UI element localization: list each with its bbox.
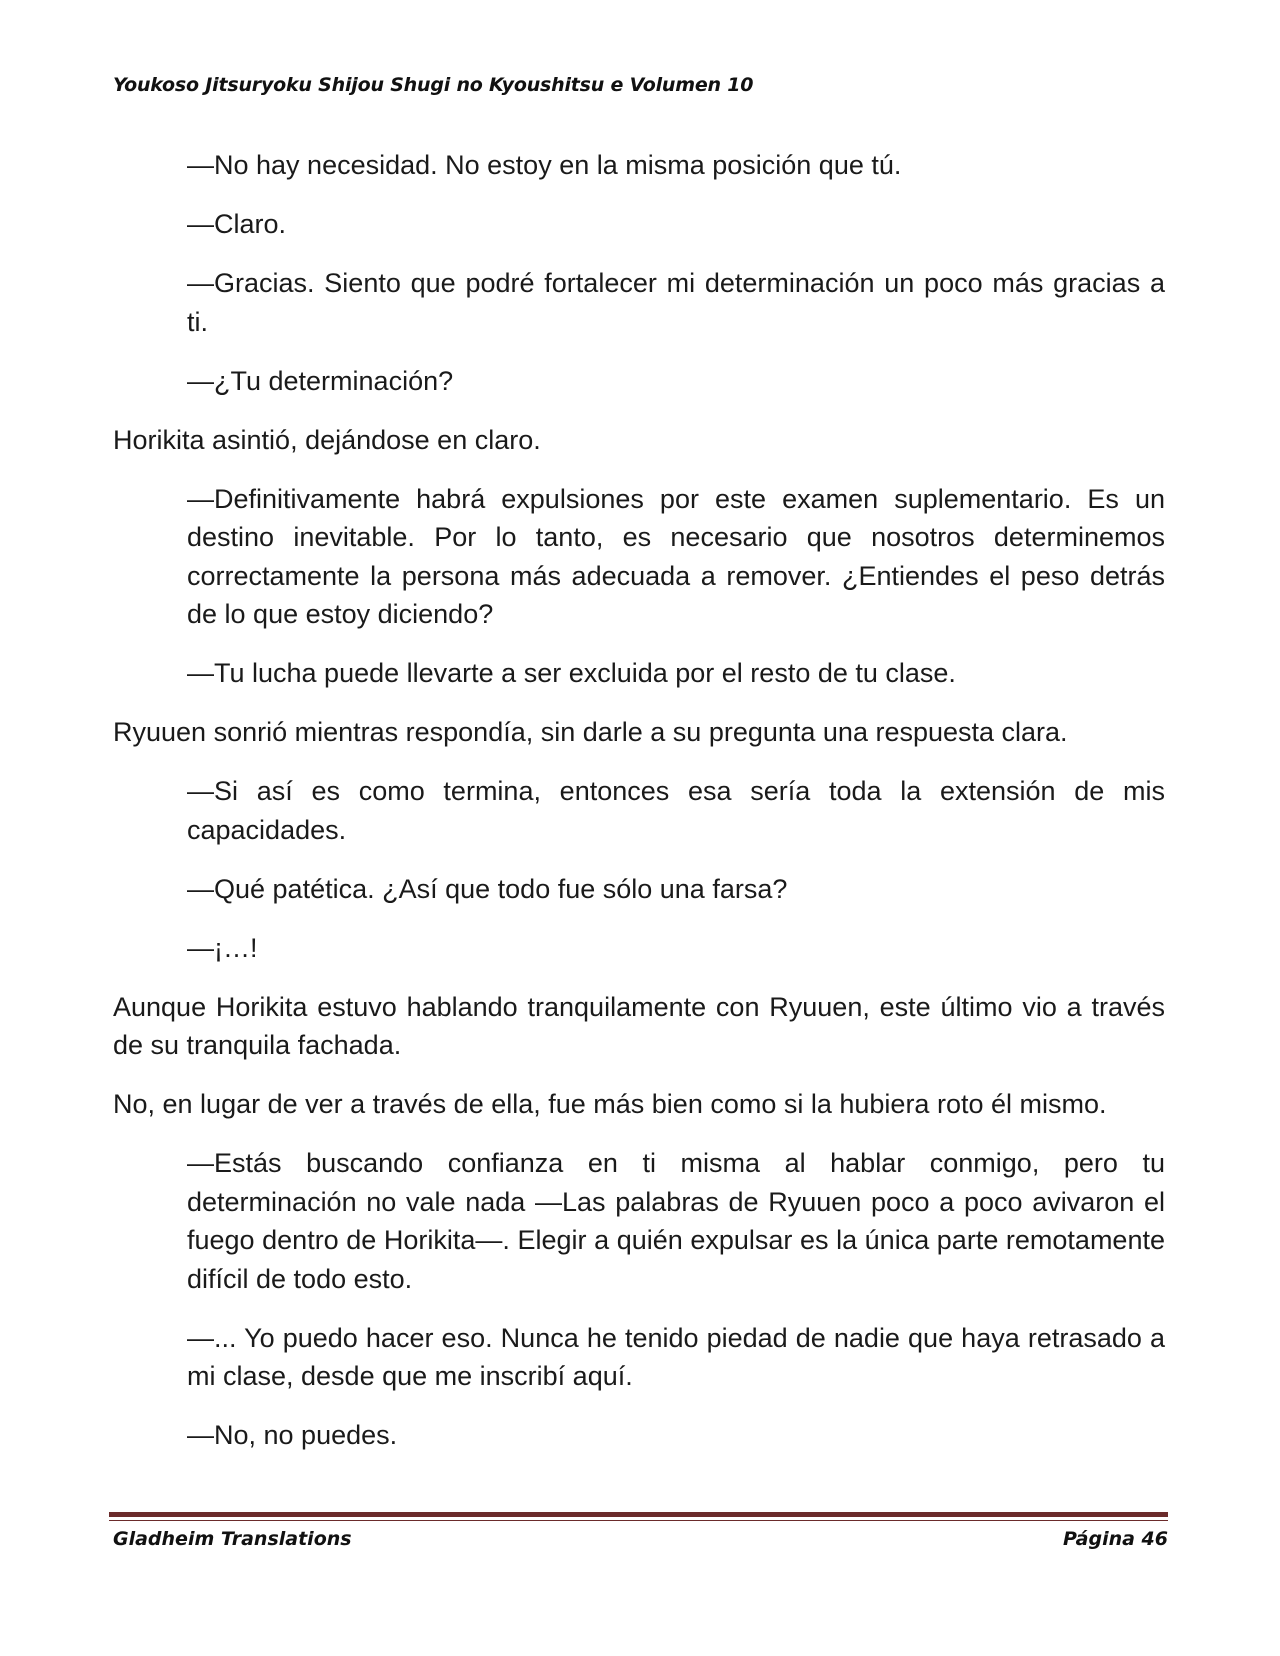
footer-rule-thin	[109, 1520, 1168, 1521]
paragraph: —Gracias. Siento que podré fortalecer mi determinación un poco más gracias a ti.	[187, 268, 1165, 337]
paragraph: Ryuuen sonrió mientras respondía, sin darle a su pregunta una respuesta clara.	[113, 717, 1068, 747]
paragraph: —No hay necesidad. No estoy en la misma posición que tú.	[187, 150, 902, 180]
body-text	[113, 146, 1165, 1475]
running-header: Youkoso Jitsuryoku Shijou Shugi no Kyoushitsu e Volumen 10	[113, 74, 754, 96]
footer-rule	[109, 1512, 1168, 1517]
paragraph: No, en lugar de ver a través de ella, fue más bien como si la hubiera roto él mismo.	[113, 1089, 1107, 1119]
paragraph: —¿Tu determinación?	[187, 365, 454, 396]
paragraph: —Qué patética. ¿Así que todo fue sólo una farsa?	[187, 873, 788, 904]
paragraph: Horikita asintió, dejándose en claro.	[113, 424, 541, 455]
paragraph: —Definitivamente habrá expulsiones por este examen suplementario. Es un destino inevitable. Por lo tanto, es necesario que nosotros determinemos correctamente la persona más adecuada a remover. ¿Entiendes el peso detrás de lo que estoy diciendo?	[187, 483, 1165, 629]
paragraph: —... Yo puedo hacer eso. Nunca he tenido piedad de nadie que haya retrasado a mi clase, desde que me inscribí aquí.	[187, 1322, 1165, 1391]
paragraph: —Estás buscando confianza en ti misma al hablar conmigo, pero tu determinación no vale nada —Las palabras de Ryuuen poco a poco avivaron el fuego dentro de Horikita—. Elegir a quién expulsar es la única parte remotamente difícil de todo esto.	[187, 1148, 1165, 1294]
paragraph: —¡…!	[187, 932, 258, 963]
paragraph: Aunque Horikita estuvo hablando tranquilamente con Ryuuen, este último vio a través de su tranquila fachada.	[113, 991, 1165, 1060]
page-number: Página 46	[1062, 1528, 1168, 1550]
paragraph: —Tu lucha puede llevarte a ser excluida por el resto de tu clase.	[187, 658, 956, 688]
footer-translator: Gladheim Translations	[113, 1528, 352, 1550]
paragraph: —Si así es como termina, entonces esa sería toda la extensión de mis capacidades.	[187, 776, 1165, 845]
paragraph: —No, no puedes.	[187, 1420, 398, 1450]
paragraph: —Claro.	[187, 209, 287, 239]
